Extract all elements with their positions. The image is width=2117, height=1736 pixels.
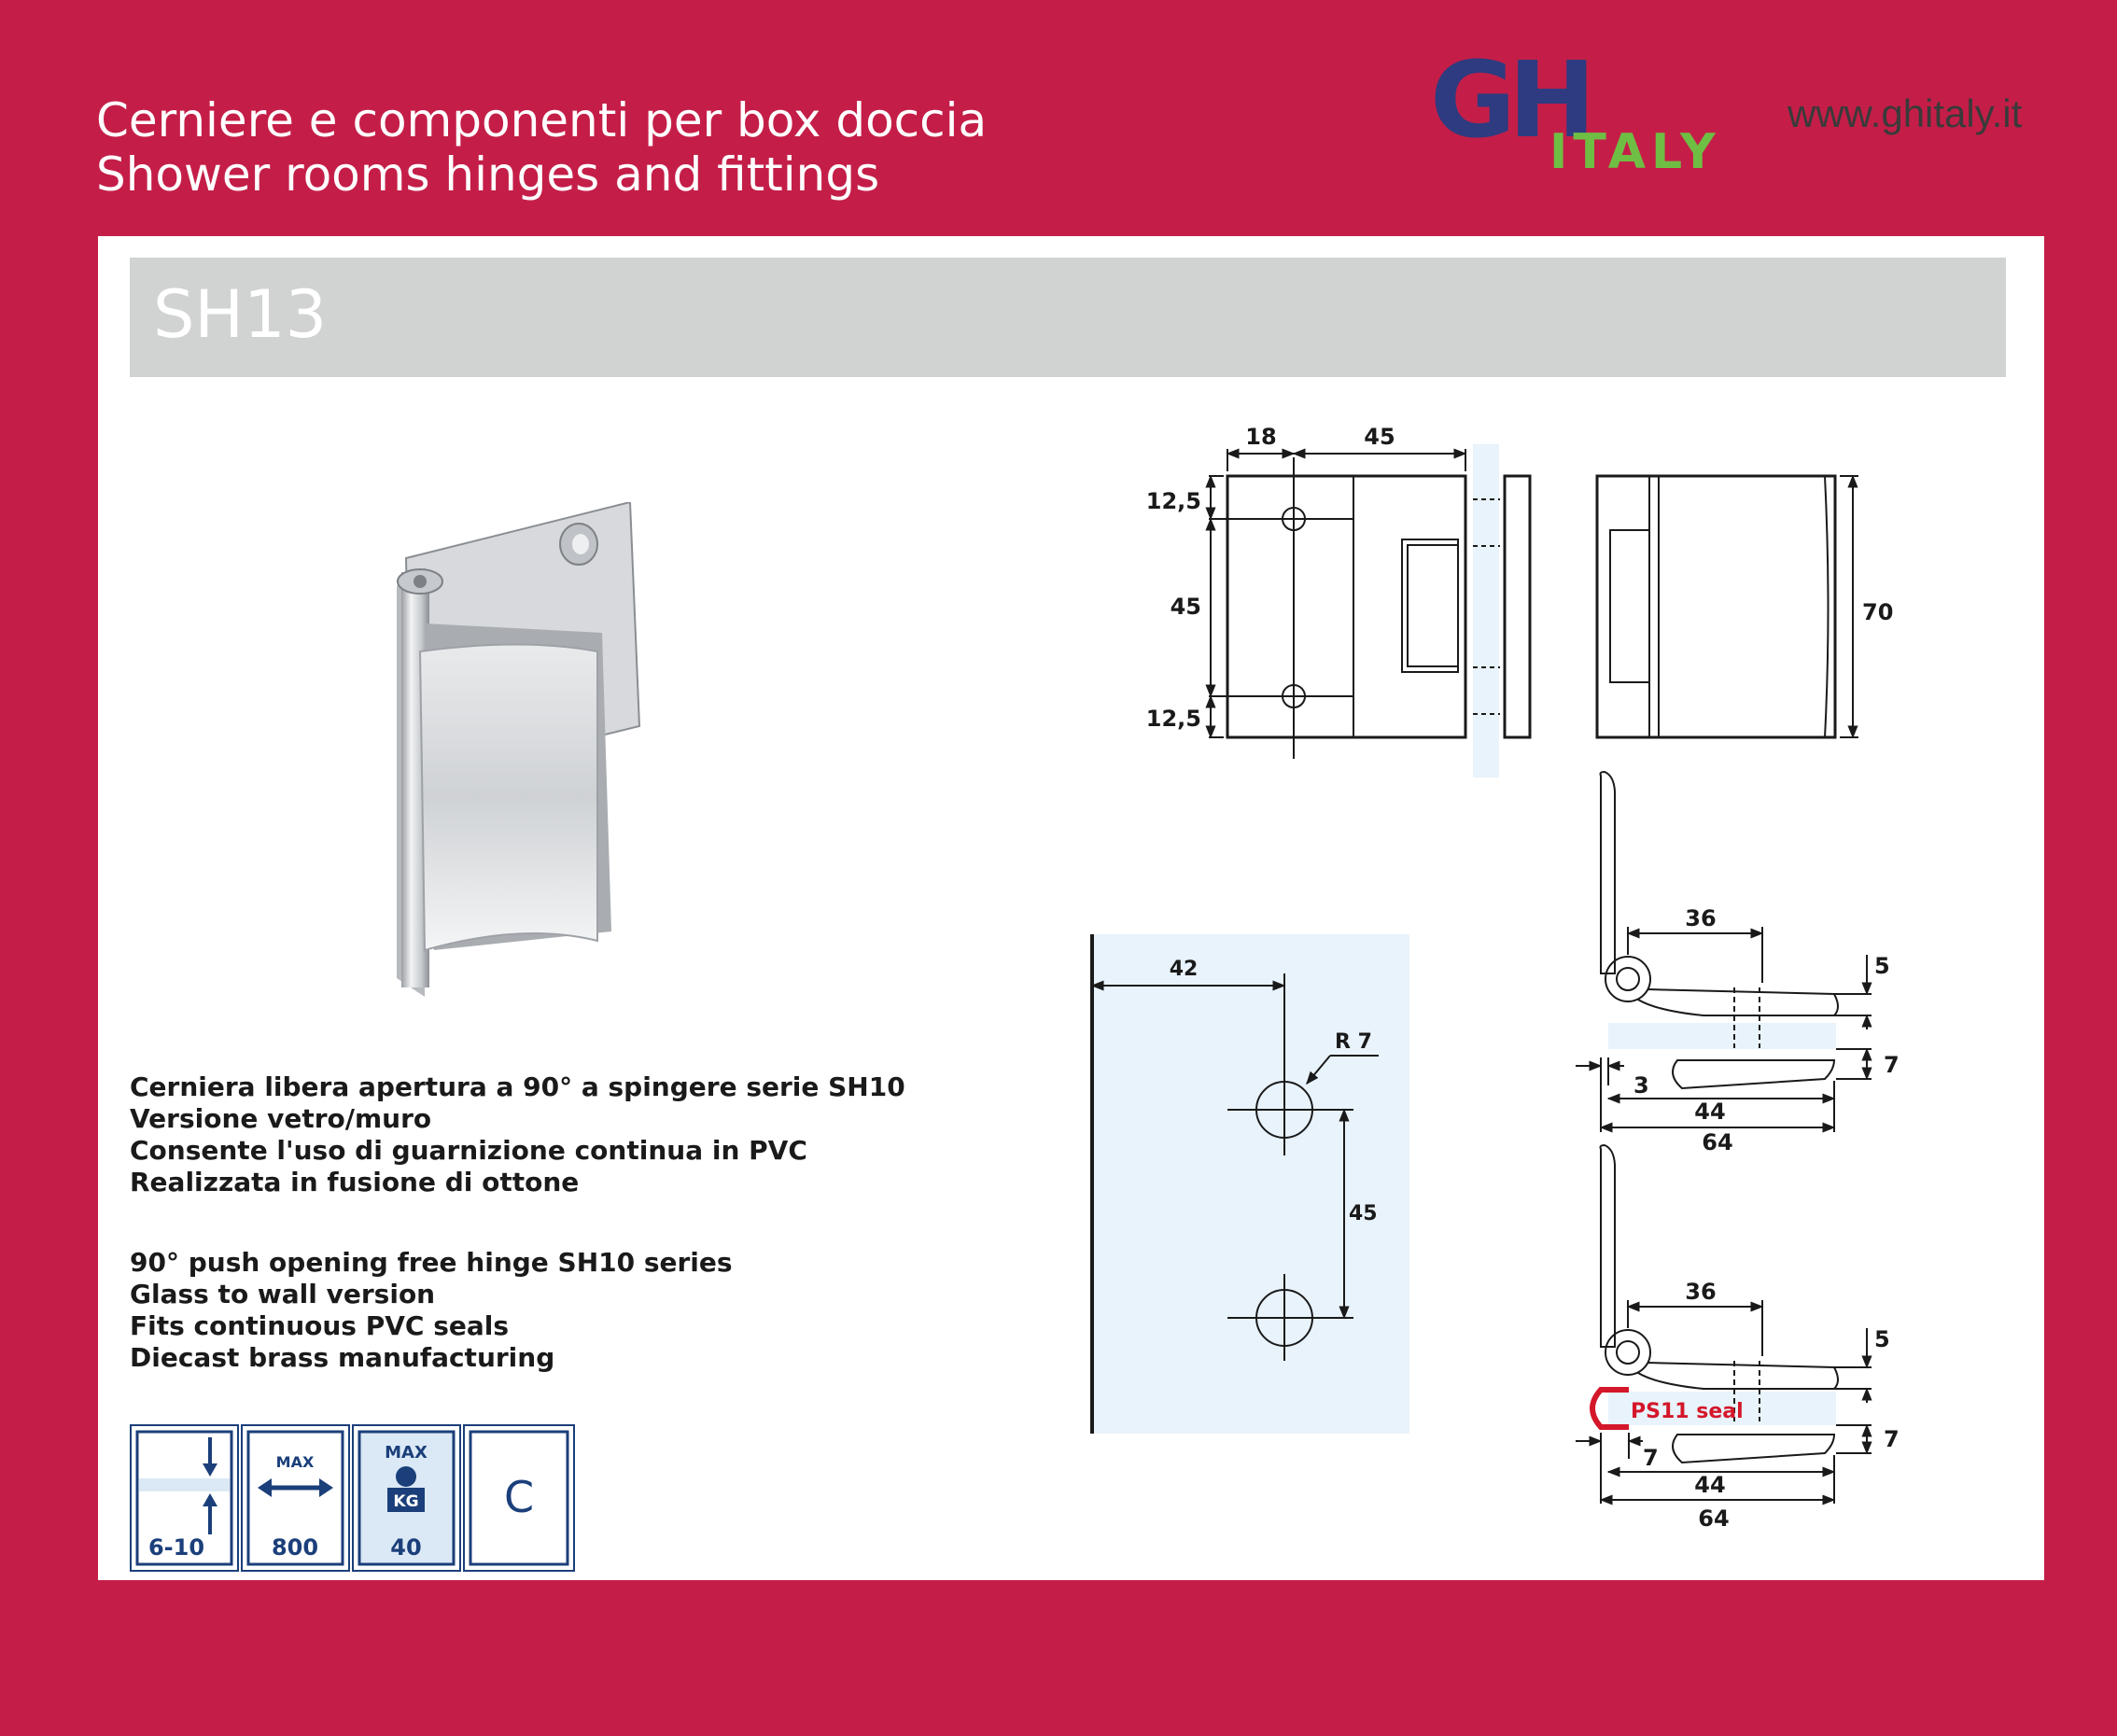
kg-label: KG — [393, 1492, 419, 1511]
plan-view-2-drawing — [1576, 1145, 1872, 1504]
description-line: Versione vetro/muro — [130, 1103, 432, 1134]
thickness-value: 6-10 — [147, 1534, 205, 1561]
description-line: Fits continuous PVC seals — [130, 1310, 510, 1341]
product-panel — [98, 236, 2044, 1580]
description-line: Consente l'uso di guarnizione continua in PVC — [130, 1135, 807, 1166]
dim-36: 36 — [1685, 1279, 1717, 1305]
class-value: C — [503, 1472, 535, 1522]
dim-18: 18 — [1245, 424, 1277, 450]
max-weight-value: 40 — [390, 1534, 422, 1561]
front-view-drawing — [1209, 444, 1530, 777]
product-code: SH13 — [153, 276, 328, 353]
drilling-template-drawing — [1092, 934, 1409, 1434]
seal-label: PS11 seal — [1631, 1400, 1744, 1423]
dim-44: 44 — [1694, 1472, 1726, 1498]
header-title-en: Shower rooms hinges and fittings — [96, 147, 880, 202]
dim-7-gap: 7 — [1643, 1445, 1659, 1471]
max-label: MAX — [275, 1453, 315, 1471]
plan-view-1-drawing — [1576, 772, 1872, 1132]
dim-5: 5 — [1874, 953, 1890, 979]
dim-36: 36 — [1685, 905, 1717, 931]
description-line: Cerniera libera apertura a 90° a spingere serie SH10 — [130, 1071, 905, 1102]
description-line: Glass to wall version — [130, 1279, 436, 1309]
dim-42: 42 — [1169, 958, 1199, 981]
dim-r7: R 7 — [1335, 1030, 1372, 1054]
dim-45-template: 45 — [1349, 1202, 1378, 1225]
logo-italy-text: ITALY — [1549, 124, 1721, 179]
dim-5: 5 — [1874, 1326, 1890, 1352]
side-view-drawing — [1597, 476, 1858, 737]
description-line: Realizzata in fusione di ottone — [130, 1167, 580, 1197]
dim-64: 64 — [1698, 1505, 1730, 1532]
technical-drawings — [98, 236, 2044, 1580]
dim-7: 7 — [1884, 1426, 1900, 1452]
logo-gh-text: GH — [1430, 49, 1589, 161]
max-width-value: 800 — [271, 1534, 319, 1561]
dim-12-5-top: 12,5 — [1145, 488, 1201, 514]
dim-44: 44 — [1694, 1099, 1726, 1125]
ghitaly-logo — [1428, 49, 1774, 179]
dim-7: 7 — [1884, 1052, 1900, 1078]
dim-45-width: 45 — [1364, 424, 1395, 450]
dim-12-5-bottom: 12,5 — [1145, 706, 1201, 732]
dim-45-height: 45 — [1170, 594, 1201, 620]
dim-64: 64 — [1702, 1129, 1733, 1155]
dim-3: 3 — [1633, 1072, 1649, 1099]
header-title-it: Cerniere e componenti per box doccia — [96, 93, 988, 147]
website-link[interactable]: www.ghitaly.it — [1788, 91, 2023, 135]
description-line: 90° push opening free hinge SH10 series — [130, 1247, 733, 1278]
dim-70: 70 — [1862, 599, 1894, 625]
max-label: MAX — [385, 1443, 428, 1463]
description-line: Diecast brass manufacturing — [130, 1342, 555, 1373]
